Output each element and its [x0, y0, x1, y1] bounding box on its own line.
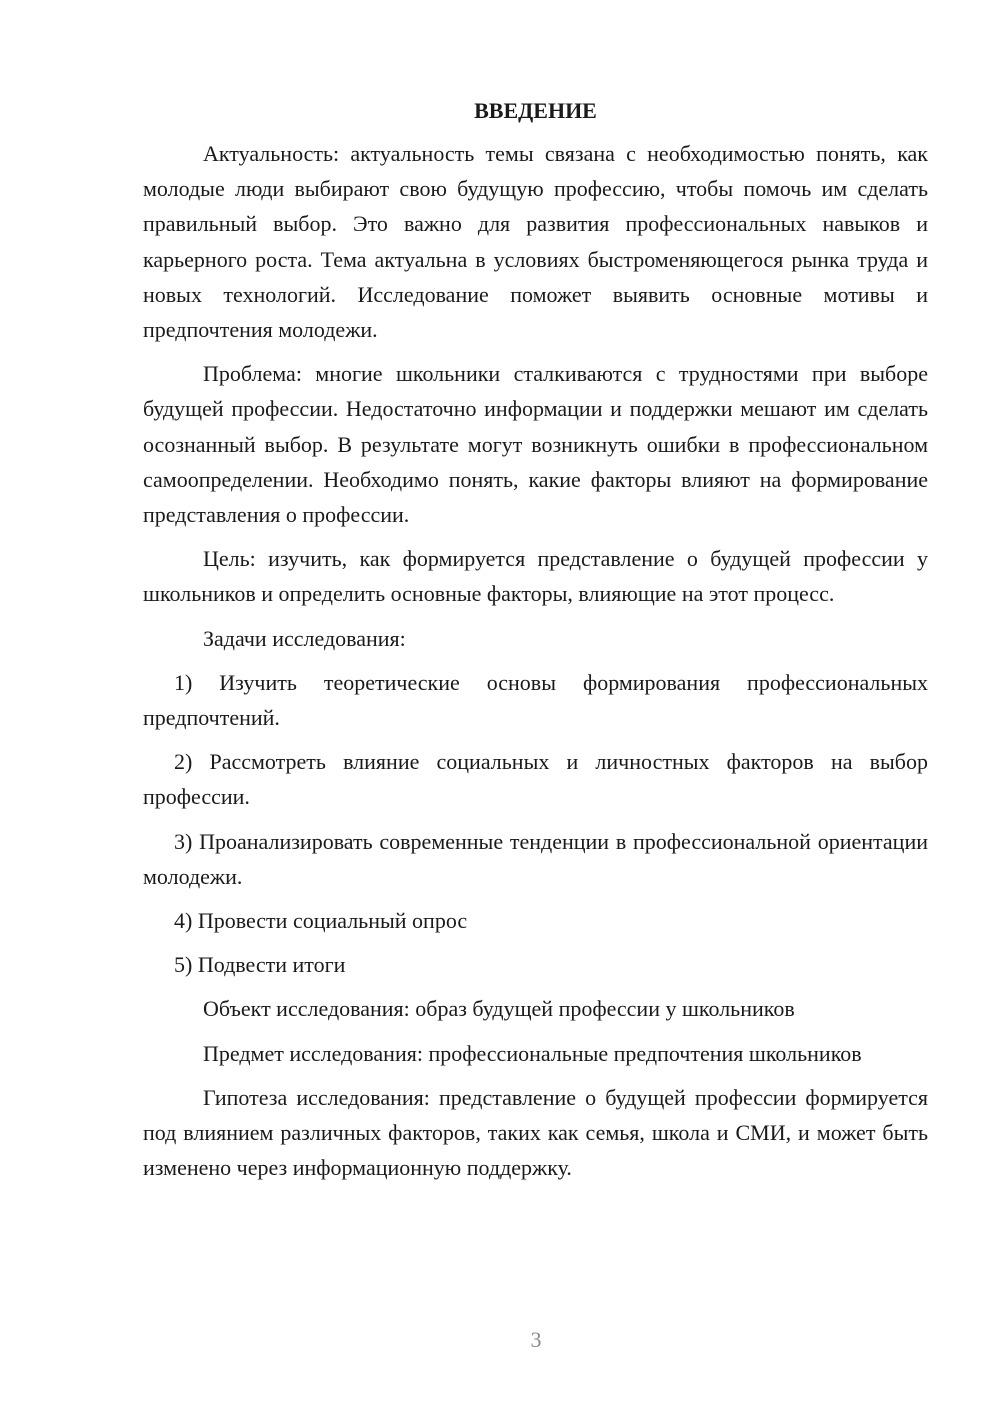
hypothesis-paragraph: Гипотеза исследования: представление о будущей профессии формируется под влиянием различных факторов, таких как семья, школа и СМИ, и может быть изменено через информационную поддержку.: [143, 1084, 928, 1181]
problem-paragraph: Проблема: многие школьники сталкиваются с трудностями при выборе будущей профессии. Недостаточно информации и поддержки мешают им сделать осознанный выбор. В результате могут возникнуть ошибки в профессиональном самоопределении. Необходимо понять, какие факторы влияют на формирование представления о профессии.: [143, 361, 928, 528]
goal-paragraph: Цель: изучить, как формируется представление о будущей профессии у школьников и определить основные факторы, влияющие на этот процесс.: [143, 546, 928, 607]
relevance-paragraph: Актуальность: актуальность темы связана с необходимостью понять, как молодые люди выбирают свою будущую профессию, чтобы помочь им сделать правильный выбор. Это важно для развития профессиональных навыков и карьерного роста. Тема актуальна в условиях быстроменяющегося рынка труда и новых технологий. Исследование поможет выявить основные мотивы и предпочтения молодежи.: [143, 141, 928, 343]
task-item-3: 3) Проанализировать современные тенденции в профессиональной ориентации молодежи.: [143, 828, 928, 889]
task-item-2: 2) Рассмотреть влияние социальных и личностных факторов на выбор профессии.: [143, 749, 928, 810]
task-item-5: 5) Подвести итоги: [174, 952, 346, 978]
document-page: [143, 96, 928, 1194]
page-number: 3: [530, 1327, 542, 1352]
task-item-4: 4) Провести социальный опрос: [174, 908, 468, 934]
subject-paragraph: Предмет исследования: профессиональные предпочтения школьников: [203, 1040, 862, 1066]
section-title: ВВЕДЕНИЕ: [474, 98, 597, 123]
object-paragraph: Объект исследования: образ будущей профессии у школьников: [203, 996, 795, 1022]
task-item-1: 1) Изучить теоретические основы формирования профессиональных предпочтений.: [143, 669, 928, 731]
tasks-heading: Задачи исследования:: [203, 625, 406, 651]
